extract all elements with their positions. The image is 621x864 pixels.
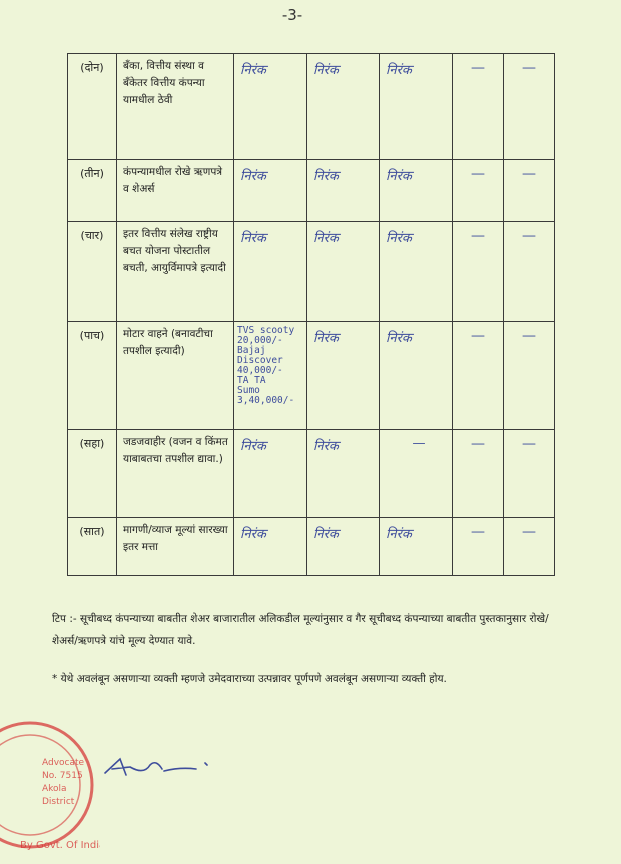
stamp-line: District <box>42 797 75 807</box>
table-row <box>68 54 555 160</box>
row-number: (चार) <box>68 222 117 322</box>
dash-value: — <box>453 518 504 576</box>
table-row <box>68 518 555 576</box>
dash-value: — <box>453 430 504 518</box>
handwritten-value: निरंक <box>380 518 453 576</box>
handwritten-value: निरंक <box>307 54 380 160</box>
vehicle-line: 40,000/- <box>237 365 283 376</box>
vehicle-line: Bajaj <box>237 345 266 356</box>
handwritten-value: निरंक <box>380 222 453 322</box>
dash-value: — <box>504 322 555 430</box>
vehicle-line: TVS scooty <box>237 325 295 336</box>
table-row <box>68 322 555 430</box>
advocate-stamp <box>0 710 100 860</box>
row-number: (दोन) <box>68 54 117 160</box>
handwritten-value: निरंक <box>234 54 307 160</box>
table-row <box>68 222 555 322</box>
footnote-valuation: टिप :- सूचीबध्द कंपन्याच्या बाबतीत शेअर बाजारातील अलिकडील मूल्यांनुसार व गैर सूचीबध्द कंपन्याच्या बाबतीत पुस्तकानुसार रोखे/शेअर्स/ऋणपत्रे यांचे मूल्य देण्यात यावे. <box>52 613 549 647</box>
row-description: जडजवाहीर (वजन व किंमत याबाबतचा तपशील द्यावा.) <box>117 430 234 518</box>
handwritten-value: निरंक <box>307 160 380 222</box>
row-description: मोटार वाहने (बनावटीचा तपशील इत्यादी) <box>117 322 234 430</box>
dash-value: — <box>453 160 504 222</box>
row-description: मागणी/व्याज मूल्यां सारख्या इतर मत्ता <box>117 518 234 576</box>
dash-value: — <box>504 518 555 576</box>
stamp-line: Advocate <box>42 758 85 768</box>
vehicle-values <box>234 322 307 430</box>
vehicle-line: 20,000/- <box>237 335 283 346</box>
dash-value: — <box>504 54 555 160</box>
handwritten-value: निरंक <box>234 518 307 576</box>
dash-value: — <box>453 222 504 322</box>
vehicle-line: Discover <box>237 355 283 366</box>
dash-value: — <box>453 322 504 430</box>
handwritten-value: निरंक <box>307 518 380 576</box>
dash-value: — <box>504 222 555 322</box>
row-description: कंपन्यामधील रोखे ऋणपत्रे व शेअर्स <box>117 160 234 222</box>
row-description: बँका, वित्तीय संस्था व बँकेतर वित्तीय कंपन्या यामधील ठेवी <box>117 54 234 160</box>
table-row <box>68 430 555 518</box>
row-number: (सात) <box>68 518 117 576</box>
stamp-line: By Govt. Of India <box>20 840 100 851</box>
row-number: (पाच) <box>68 322 117 430</box>
dash-value: — <box>453 54 504 160</box>
handwritten-value: — <box>380 430 453 518</box>
stamp-line: Akola <box>42 784 67 794</box>
dash-value: — <box>504 160 555 222</box>
row-number: (सहा) <box>68 430 117 518</box>
handwritten-value: निरंक <box>234 160 307 222</box>
row-description: इतर वित्तीय संलेख राष्ट्रीय बचत योजना पोस्टातील बचती, आयुर्विमापत्रे इत्यादी <box>117 222 234 322</box>
handwritten-value: निरंक <box>234 430 307 518</box>
row-number: (तीन) <box>68 160 117 222</box>
signature <box>100 745 220 785</box>
stamp-line: No. 7515 <box>42 771 83 781</box>
handwritten-value: निरंक <box>234 222 307 322</box>
handwritten-value: निरंक <box>380 322 453 430</box>
handwritten-value: निरंक <box>307 322 380 430</box>
assets-table <box>67 53 555 576</box>
table-row <box>68 160 555 222</box>
vehicle-line: TA TA <box>237 375 266 386</box>
dash-value: — <box>504 430 555 518</box>
handwritten-value: निरंक <box>380 54 453 160</box>
handwritten-value: निरंक <box>307 430 380 518</box>
page-number: -3- <box>281 6 303 24</box>
footnote-dependents: * येथे अवलंबून असणाऱ्या व्यक्ती म्हणजे उमेदवाराच्या उत्पन्नावर पूर्णपणे अवलंबून असणाऱ्या व्यक्ती होय. <box>52 673 447 685</box>
vehicle-line: 3,40,000/- <box>237 395 295 406</box>
handwritten-value: निरंक <box>307 222 380 322</box>
handwritten-value: निरंक <box>380 160 453 222</box>
vehicle-line: Sumo <box>237 385 260 396</box>
